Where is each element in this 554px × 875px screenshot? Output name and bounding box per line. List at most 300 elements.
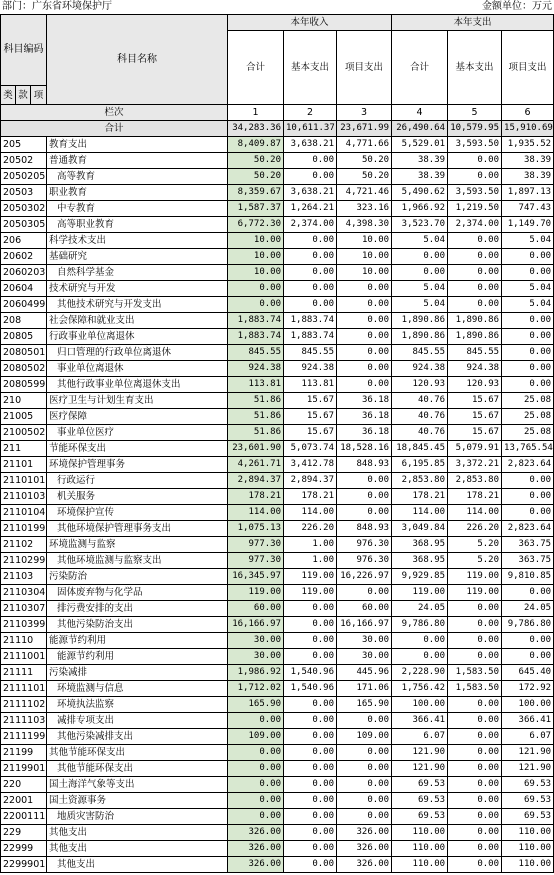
income-total-cell: 165.90 — [228, 697, 284, 713]
table-row — [1, 697, 554, 713]
subject-name: 节能环保支出 — [47, 441, 228, 457]
expense-basic-cell: 5.20 — [448, 553, 502, 569]
expense-project-cell: 100.00 — [502, 697, 554, 713]
budget-table — [0, 14, 554, 873]
income-project-cell: 445.96 — [337, 665, 392, 681]
table-row — [1, 329, 554, 345]
income-total-cell: 114.00 — [228, 505, 284, 521]
income-project-cell: 50.20 — [337, 153, 392, 169]
expense-total-cell: 5.04 — [392, 297, 448, 313]
income-basic-cell: 0.00 — [284, 713, 337, 729]
code-header: 科目编码 — [1, 15, 47, 86]
income-project-cell: 0.00 — [337, 777, 392, 793]
subject-code: 20604 — [1, 281, 47, 297]
table-row — [1, 777, 554, 793]
income-project-cell: 4,721.46 — [337, 185, 392, 201]
table-row — [1, 409, 554, 425]
income-total-cell: 119.00 — [228, 585, 284, 601]
expense-basic-cell: 5.20 — [448, 537, 502, 553]
table-row — [1, 377, 554, 393]
income-total-cell: 51.86 — [228, 393, 284, 409]
subject-name: 其他节能环保支出 — [47, 761, 228, 777]
expense-basic-cell: 0.00 — [448, 281, 502, 297]
expense-total-cell: 114.00 — [392, 505, 448, 521]
subject-name: 国土海洋气象等支出 — [47, 777, 228, 793]
expense-project-cell: 1,897.13 — [502, 185, 554, 201]
subject-name: 高等职业教育 — [47, 217, 228, 233]
expense-total-cell: 5.04 — [392, 233, 448, 249]
income-total-cell: 16,166.97 — [228, 617, 284, 633]
expense-project-cell: 0.00 — [502, 473, 554, 489]
subject-code: 2111001 — [1, 649, 47, 665]
income-project-cell: 4,771.66 — [337, 137, 392, 153]
subject-name: 环境监测与监察 — [47, 537, 228, 553]
expense-project-cell: 0.00 — [502, 265, 554, 281]
income-basic-cell: 226.20 — [284, 521, 337, 537]
subject-name: 其他行政事业单位离退休支出 — [47, 377, 228, 393]
expense-project-cell: 0.00 — [502, 345, 554, 361]
income-total-cell: 30.00 — [228, 649, 284, 665]
expense-project-cell: 110.00 — [502, 841, 554, 857]
subject-name: 教育支出 — [47, 137, 228, 153]
subject-code: 2050205 — [1, 169, 47, 185]
expense-basic-cell: 1,219.50 — [448, 201, 502, 217]
subject-name: 减排专项支出 — [47, 713, 228, 729]
table-row — [1, 665, 554, 681]
income-total-cell: 6,772.30 — [228, 217, 284, 233]
subject-code: 2111103 — [1, 713, 47, 729]
expense-total-cell: 69.53 — [392, 793, 448, 809]
income-total-cell: 8,409.87 — [228, 137, 284, 153]
expense-project-cell: 69.53 — [502, 777, 554, 793]
expense-basic-cell: 178.21 — [448, 489, 502, 505]
expense-basic-cell: 0.00 — [448, 857, 502, 873]
subject-code: 2080502 — [1, 361, 47, 377]
expense-total-cell: 110.00 — [392, 857, 448, 873]
expense-basic-cell: 120.93 — [448, 377, 502, 393]
subject-code: 210 — [1, 393, 47, 409]
total-label: 合计 — [1, 121, 228, 137]
income-basic-cell: 0.00 — [284, 761, 337, 777]
subject-name: 能源节约利用 — [47, 633, 228, 649]
income-project-cell: 10.00 — [337, 249, 392, 265]
subject-code: 2110399 — [1, 617, 47, 633]
expense-project-cell: 363.75 — [502, 553, 554, 569]
expense-total-cell: 38.39 — [392, 169, 448, 185]
subject-code: 2299901 — [1, 857, 47, 873]
income-total-cell: 178.21 — [228, 489, 284, 505]
income-project-cell: 0.00 — [337, 281, 392, 297]
expense-basic-cell: 3,372.21 — [448, 457, 502, 473]
income-basic-cell: 114.00 — [284, 505, 337, 521]
table-row — [1, 745, 554, 761]
income-basic-cell: 15.67 — [284, 425, 337, 441]
income-project-cell: 0.00 — [337, 761, 392, 777]
income-basic-cell: 1,883.74 — [284, 313, 337, 329]
subject-name: 医疗卫生与计划生育支出 — [47, 393, 228, 409]
subject-code: 2111101 — [1, 681, 47, 697]
expense-total-cell: 1,890.86 — [392, 313, 448, 329]
sub-header-xiang: 项 — [31, 86, 47, 105]
income-basic-cell: 3,638.21 — [284, 137, 337, 153]
subject-name: 归口管理的行政单位离退休 — [47, 345, 228, 361]
expense-basic-cell: 119.00 — [448, 585, 502, 601]
subject-name: 自然科学基金 — [47, 265, 228, 281]
expense-project-header: 项目支出 — [502, 31, 554, 105]
expense-project-cell: 0.00 — [502, 361, 554, 377]
expense-total-cell: 1,756.42 — [392, 681, 448, 697]
income-total-cell: 2,894.37 — [228, 473, 284, 489]
expense-basic-cell: 0.00 — [448, 633, 502, 649]
total-income-total: 34,283.36 — [228, 121, 284, 137]
subject-name: 固体废弃物与化学品 — [47, 585, 228, 601]
expense-total-cell: 69.53 — [392, 777, 448, 793]
table-row — [1, 857, 554, 873]
expense-total-cell: 40.76 — [392, 425, 448, 441]
table-row — [1, 713, 554, 729]
income-project-cell: 0.00 — [337, 473, 392, 489]
table-row — [1, 265, 554, 281]
expense-basic-header: 基本支出 — [448, 31, 502, 105]
subject-code: 2080599 — [1, 377, 47, 393]
income-basic-cell: 0.00 — [284, 249, 337, 265]
expense-project-cell: 363.75 — [502, 537, 554, 553]
income-basic-cell: 0.00 — [284, 825, 337, 841]
expense-total-cell: 5,529.01 — [392, 137, 448, 153]
subject-name: 排污费安排的支出 — [47, 601, 228, 617]
expense-project-cell: 0.00 — [502, 377, 554, 393]
table-row — [1, 489, 554, 505]
income-basic-cell: 0.00 — [284, 809, 337, 825]
expense-basic-cell: 1,890.86 — [448, 313, 502, 329]
expense-project-cell: 69.53 — [502, 793, 554, 809]
expense-basic-cell: 0.00 — [448, 729, 502, 745]
expense-project-cell: 645.40 — [502, 665, 554, 681]
expense-basic-cell: 0.00 — [448, 777, 502, 793]
total-expense-total: 26,490.64 — [392, 121, 448, 137]
table-row — [1, 601, 554, 617]
income-total-cell: 1,883.74 — [228, 329, 284, 345]
expense-total-cell: 366.41 — [392, 713, 448, 729]
income-project-cell: 976.30 — [337, 553, 392, 569]
subject-code: 2110101 — [1, 473, 47, 489]
subject-name: 机关服务 — [47, 489, 228, 505]
expense-project-cell: 1,149.70 — [502, 217, 554, 233]
subject-code: 211 — [1, 441, 47, 457]
expense-project-cell: 6.07 — [502, 729, 554, 745]
expense-basic-cell: 1,583.50 — [448, 681, 502, 697]
total-expense-basic: 10,579.95 — [448, 121, 502, 137]
income-project-cell: 4,398.30 — [337, 217, 392, 233]
income-project-cell: 165.90 — [337, 697, 392, 713]
income-total-cell: 10.00 — [228, 249, 284, 265]
table-row — [1, 249, 554, 265]
subject-code: 21005 — [1, 409, 47, 425]
expense-project-cell: 0.00 — [502, 649, 554, 665]
income-basic-cell: 0.00 — [284, 281, 337, 297]
expense-total-cell: 1,890.86 — [392, 329, 448, 345]
expense-total-header: 合计 — [392, 31, 448, 105]
expense-basic-cell: 0.00 — [448, 249, 502, 265]
expense-total-cell: 121.90 — [392, 745, 448, 761]
table-row — [1, 553, 554, 569]
income-total-cell: 51.86 — [228, 425, 284, 441]
subject-code: 2080501 — [1, 345, 47, 361]
income-total-cell: 113.81 — [228, 377, 284, 393]
subject-code: 20503 — [1, 185, 47, 201]
expense-basic-cell: 5,079.91 — [448, 441, 502, 457]
expense-project-cell: 0.00 — [502, 249, 554, 265]
income-total-cell: 0.00 — [228, 297, 284, 313]
expense-total-cell: 40.76 — [392, 409, 448, 425]
income-total-cell: 51.86 — [228, 409, 284, 425]
subject-code: 208 — [1, 313, 47, 329]
expense-project-cell: 13,765.54 — [502, 441, 554, 457]
department-label: 部门：广东省环境保护厅 — [2, 1, 112, 12]
table-row — [1, 649, 554, 665]
income-basic-cell: 1.00 — [284, 537, 337, 553]
income-project-cell: 171.06 — [337, 681, 392, 697]
income-basic-cell: 3,412.78 — [284, 457, 337, 473]
expense-project-cell: 5.04 — [502, 281, 554, 297]
income-project-cell: 16,226.97 — [337, 569, 392, 585]
subject-name: 其他支出 — [47, 857, 228, 873]
income-basic-cell: 0.00 — [284, 745, 337, 761]
subject-name: 其他污染减排支出 — [47, 729, 228, 745]
income-total-cell: 16,345.97 — [228, 569, 284, 585]
expense-total-cell: 368.95 — [392, 537, 448, 553]
expense-total-cell: 0.00 — [392, 249, 448, 265]
income-total-cell: 23,601.90 — [228, 441, 284, 457]
expense-basic-cell: 15.67 — [448, 409, 502, 425]
subject-code: 2050305 — [1, 217, 47, 233]
seq-number: 2 — [284, 105, 337, 121]
income-basic-cell: 0.00 — [284, 633, 337, 649]
expense-basic-cell: 2,853.80 — [448, 473, 502, 489]
subject-name: 污染减排 — [47, 665, 228, 681]
sub-header-lei: 类 — [1, 86, 16, 105]
income-basic-cell: 15.67 — [284, 409, 337, 425]
expense-project-cell: 110.00 — [502, 857, 554, 873]
income-basic-cell: 2,374.00 — [284, 217, 337, 233]
expense-project-cell: 24.05 — [502, 601, 554, 617]
expense-basic-cell: 0.00 — [448, 825, 502, 841]
expense-project-cell: 121.90 — [502, 745, 554, 761]
income-total-cell: 1,986.92 — [228, 665, 284, 681]
subject-name: 其他技术研究与开发支出 — [47, 297, 228, 313]
income-project-cell: 976.30 — [337, 537, 392, 553]
income-basic-cell: 2,894.37 — [284, 473, 337, 489]
subject-code: 2111199 — [1, 729, 47, 745]
income-project-cell: 30.00 — [337, 649, 392, 665]
income-basic-cell: 0.00 — [284, 617, 337, 633]
table-row — [1, 761, 554, 777]
subject-name: 社会保障和就业支出 — [47, 313, 228, 329]
name-header: 科目名称 — [47, 15, 228, 105]
subject-code: 2110299 — [1, 553, 47, 569]
income-project-cell: 30.00 — [337, 633, 392, 649]
expense-total-cell: 40.76 — [392, 393, 448, 409]
subject-name: 环境监测与信息 — [47, 681, 228, 697]
subject-code: 2110304 — [1, 585, 47, 601]
income-project-cell: 0.00 — [337, 297, 392, 313]
income-total-cell: 977.30 — [228, 553, 284, 569]
income-project-cell: 848.93 — [337, 457, 392, 473]
expense-total-cell: 18,845.45 — [392, 441, 448, 457]
table-row — [1, 617, 554, 633]
income-project-cell: 326.00 — [337, 857, 392, 873]
income-project-cell: 0.00 — [337, 377, 392, 393]
subject-code: 22999 — [1, 841, 47, 857]
expense-total-cell: 5.04 — [392, 281, 448, 297]
income-basic-cell: 0.00 — [284, 153, 337, 169]
income-project-cell: 848.93 — [337, 521, 392, 537]
expense-project-cell: 38.39 — [502, 169, 554, 185]
subject-name: 其他污染防治支出 — [47, 617, 228, 633]
income-project-cell: 36.18 — [337, 425, 392, 441]
income-basic-cell: 15.67 — [284, 393, 337, 409]
unit-label: 金额单位：万元 — [482, 1, 552, 12]
expense-project-cell: 2,823.64 — [502, 521, 554, 537]
table-row — [1, 345, 554, 361]
income-total-cell: 1,075.13 — [228, 521, 284, 537]
income-basic-cell: 1,883.74 — [284, 329, 337, 345]
table-row — [1, 361, 554, 377]
expense-group-header: 本年支出 — [392, 15, 554, 31]
subject-code: 2119901 — [1, 761, 47, 777]
subject-name: 环境执法监察 — [47, 697, 228, 713]
income-total-cell: 1,712.02 — [228, 681, 284, 697]
table-row — [1, 825, 554, 841]
subject-code: 206 — [1, 233, 47, 249]
subject-code: 229 — [1, 825, 47, 841]
income-project-cell: 10.00 — [337, 233, 392, 249]
expense-basic-cell: 3,593.50 — [448, 185, 502, 201]
income-basic-cell: 113.81 — [284, 377, 337, 393]
table-row — [1, 585, 554, 601]
expense-total-cell: 121.90 — [392, 761, 448, 777]
subject-code: 21110 — [1, 633, 47, 649]
expense-basic-cell: 0.00 — [448, 697, 502, 713]
expense-basic-cell: 1,583.50 — [448, 665, 502, 681]
subject-name: 国土资源事务 — [47, 793, 228, 809]
expense-project-cell: 5.04 — [502, 297, 554, 313]
subject-name: 其他节能环保支出 — [47, 745, 228, 761]
subject-code: 2060499 — [1, 297, 47, 313]
income-project-cell: 0.00 — [337, 745, 392, 761]
subject-code: 2110103 — [1, 489, 47, 505]
subject-code: 220 — [1, 777, 47, 793]
table-row — [1, 201, 554, 217]
income-basic-cell: 1,264.21 — [284, 201, 337, 217]
table-row — [1, 473, 554, 489]
income-total-cell: 0.00 — [228, 809, 284, 825]
expense-total-cell: 119.00 — [392, 585, 448, 601]
income-project-cell: 0.00 — [337, 329, 392, 345]
income-basic-cell: 3,638.21 — [284, 185, 337, 201]
subject-code: 205 — [1, 137, 47, 153]
income-basic-cell: 0.00 — [284, 265, 337, 281]
expense-project-cell: 25.08 — [502, 393, 554, 409]
expense-project-cell: 0.00 — [502, 505, 554, 521]
expense-total-cell: 69.53 — [392, 809, 448, 825]
table-row — [1, 633, 554, 649]
expense-basic-cell: 0.00 — [448, 761, 502, 777]
income-basic-cell: 0.00 — [284, 649, 337, 665]
subject-name: 技术研究与开发 — [47, 281, 228, 297]
subject-name: 环境保护管理事务 — [47, 457, 228, 473]
subject-name: 医疗保障 — [47, 409, 228, 425]
income-basic-cell: 924.38 — [284, 361, 337, 377]
expense-total-cell: 120.93 — [392, 377, 448, 393]
table-row — [1, 569, 554, 585]
subject-name: 中专教育 — [47, 201, 228, 217]
seq-label: 栏次 — [1, 105, 228, 121]
expense-total-cell: 6.07 — [392, 729, 448, 745]
income-total-cell: 845.55 — [228, 345, 284, 361]
seq-number: 5 — [448, 105, 502, 121]
expense-project-cell: 9,786.80 — [502, 617, 554, 633]
expense-total-cell: 38.39 — [392, 153, 448, 169]
income-basic-cell: 0.00 — [284, 793, 337, 809]
income-total-cell: 0.00 — [228, 777, 284, 793]
income-total-cell: 1,883.74 — [228, 313, 284, 329]
income-project-cell: 36.18 — [337, 409, 392, 425]
subject-name: 事业单位离退休 — [47, 361, 228, 377]
income-basic-cell: 0.00 — [284, 777, 337, 793]
income-project-cell: 60.00 — [337, 601, 392, 617]
income-basic-cell: 0.00 — [284, 601, 337, 617]
income-project-cell: 326.00 — [337, 841, 392, 857]
table-row — [1, 841, 554, 857]
expense-basic-cell: 0.00 — [448, 649, 502, 665]
subject-code: 2110199 — [1, 521, 47, 537]
income-total-cell: 109.00 — [228, 729, 284, 745]
table-row — [1, 185, 554, 201]
expense-total-cell: 3,523.70 — [392, 217, 448, 233]
expense-basic-cell: 114.00 — [448, 505, 502, 521]
income-project-cell: 0.00 — [337, 505, 392, 521]
expense-project-cell: 25.08 — [502, 409, 554, 425]
expense-basic-cell: 845.55 — [448, 345, 502, 361]
income-basic-header: 基本支出 — [284, 31, 337, 105]
subject-name: 高等教育 — [47, 169, 228, 185]
subject-code: 21103 — [1, 569, 47, 585]
income-project-cell: 16,166.97 — [337, 617, 392, 633]
income-total-cell: 4,261.71 — [228, 457, 284, 473]
subject-name: 其他支出 — [47, 825, 228, 841]
subject-name: 科学技术支出 — [47, 233, 228, 249]
expense-project-cell: 366.41 — [502, 713, 554, 729]
income-basic-cell: 0.00 — [284, 729, 337, 745]
expense-basic-cell: 0.00 — [448, 841, 502, 857]
income-basic-cell: 1,540.96 — [284, 681, 337, 697]
income-project-cell: 50.20 — [337, 169, 392, 185]
subject-code: 2050302 — [1, 201, 47, 217]
expense-total-cell: 0.00 — [392, 265, 448, 281]
income-basic-cell: 119.00 — [284, 585, 337, 601]
expense-project-cell: 0.00 — [502, 313, 554, 329]
income-basic-cell: 1,540.96 — [284, 665, 337, 681]
table-row — [1, 809, 554, 825]
subject-code: 22001 — [1, 793, 47, 809]
subject-name: 其他环境保护管理事务支出 — [47, 521, 228, 537]
income-project-cell: 0.00 — [337, 809, 392, 825]
expense-basic-cell: 3,593.50 — [448, 137, 502, 153]
expense-total-cell: 845.55 — [392, 345, 448, 361]
expense-basic-cell: 226.20 — [448, 521, 502, 537]
expense-project-cell: 110.00 — [502, 825, 554, 841]
